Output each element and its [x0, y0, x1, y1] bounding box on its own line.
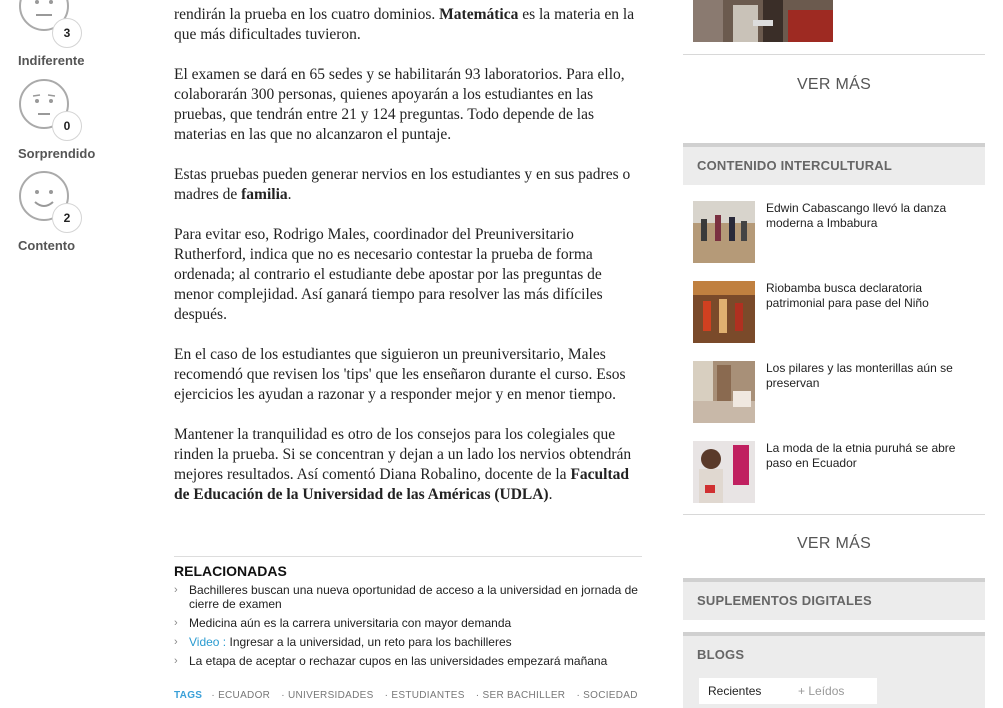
tag-link[interactable]: · SER BACHILLER	[475, 690, 566, 701]
intercultural-card[interactable]	[693, 281, 983, 343]
related-heading: RELACIONADAS	[174, 563, 287, 579]
tag-link[interactable]: · UNIVERSIDADES	[281, 690, 374, 701]
tags-row	[174, 690, 646, 701]
card-thumbnail[interactable]	[693, 201, 755, 263]
chevron-right-icon: ›	[174, 636, 178, 648]
article-paragraph: Para evitar eso, Rodrigo Males, coordinador del Preuniversitario Rutherford, indica que no es necesario contestar la prueba de forma ordenada; al contrario el estudiante debe apostar por las preguntas de menor complejidad. Así ganará tiempo para resolver las más difíciles después.	[174, 226, 603, 323]
reaction-label: Contento	[18, 238, 76, 253]
chevron-right-icon: ›	[174, 617, 178, 629]
intercultural-header	[683, 143, 985, 185]
article-paragraph: rendirán la prueba en los cuatro dominios. Matemática es la materia en la que más dificultades tuvieron.	[174, 6, 635, 43]
tab-leidos[interactable]: + Leídos	[789, 678, 877, 704]
related-list	[174, 583, 642, 668]
divider	[683, 54, 985, 55]
reaction-label: Sorprendido	[18, 146, 96, 161]
reaction-count: 2	[52, 203, 82, 233]
article-paragraph: Mantener la tranquilidad es otro de los consejos para los colegiales que rinden la prueba. Si se concentran y dejan a un lado los nervios obtendrán mejores resultados. Así comentó Diana Robalino, docente de la Facultad de Educación de la Universidad de las Américas (UDLA).	[174, 426, 632, 503]
chevron-right-icon: ›	[174, 584, 178, 596]
section-title: CONTENIDO INTERCULTURAL	[697, 158, 893, 173]
card-thumbnail[interactable]	[693, 361, 755, 423]
divider	[683, 514, 985, 515]
tags-label: TAGS	[174, 690, 203, 701]
chevron-right-icon: ›	[174, 655, 178, 667]
reaction-sorprendido[interactable]	[18, 78, 128, 168]
intercultural-card[interactable]	[693, 441, 983, 503]
reaction-label: Indiferente	[18, 53, 85, 68]
card-thumbnail[interactable]	[693, 441, 755, 503]
blog-tabs	[699, 678, 879, 704]
related-section	[174, 556, 642, 673]
section-title: BLOGS	[697, 647, 745, 662]
video-label: Video :	[189, 635, 230, 649]
card-title[interactable]: Los pilares y las monterillas aún se preservan	[766, 361, 953, 390]
related-item[interactable]: › Medicina aún es la carrera universitaria con mayor demanda	[174, 616, 512, 630]
tag-link[interactable]: · ECUADOR	[211, 690, 271, 701]
related-item[interactable]: › Video : Ingresar a la universidad, un reto para los bachilleres	[174, 635, 512, 649]
reaction-count: 0	[52, 111, 82, 141]
article-link[interactable]: Facultad de Educación de la Universidad de las Américas (UDLA)	[174, 466, 630, 503]
section-title: SUPLEMENTOS DIGITALES	[697, 593, 872, 608]
reaction-contento[interactable]	[18, 170, 128, 260]
article-paragraph: Estas pruebas pueden generar nervios en los estudiantes y en sus padres o madres de familia.	[174, 166, 631, 203]
article-paragraph: El examen se dará en 65 sedes y se habilitarán 93 laboratorios. Para ello, colaborarán 300 personas, quienes apoyarán a los estudiantes en las pruebas, que tendrán entre 21 y 124 preguntas. Todo depende de las materias en las que no alcanzaron el puntaje.	[174, 66, 625, 143]
reaction-count: 3	[52, 18, 82, 48]
tag-link[interactable]: · SOCIEDAD	[576, 690, 638, 701]
blogs-header	[683, 632, 985, 708]
card-title[interactable]: Edwin Cabascango llevó la danza moderna a Imbabura	[766, 201, 947, 230]
card-title[interactable]: La moda de la etnia puruhá se abre paso en Ecuador	[766, 441, 956, 470]
related-item[interactable]: › La etapa de aceptar o rechazar cupos en las universidades empezará mañana	[174, 654, 608, 668]
article-body	[174, 0, 642, 525]
ver-mas-button[interactable]: VER MÁS	[796, 76, 872, 93]
tab-recientes[interactable]: Recientes	[699, 678, 789, 704]
tag-link[interactable]: · ESTUDIANTES	[384, 690, 465, 701]
suplementos-header[interactable]	[683, 578, 985, 620]
ver-mas-button[interactable]: VER MÁS	[796, 535, 872, 552]
intercultural-card[interactable]	[693, 201, 983, 263]
featured-image[interactable]	[693, 0, 833, 42]
reaction-indiferente[interactable]	[18, 0, 128, 70]
card-title[interactable]: Riobamba busca declaratoria patrimonial para pase del Niño	[766, 281, 929, 310]
card-thumbnail[interactable]	[693, 281, 755, 343]
intercultural-card[interactable]	[693, 361, 983, 423]
article-paragraph: En el caso de los estudiantes que siguieron un preuniversitario, Males recomendó que revisen los 'tips' que les enseñaron durante el curso. Esos ejercicios les ayudan a razonar y a responder mejor y en menor tiempo.	[174, 346, 626, 403]
related-item[interactable]: › Bachilleres buscan una nueva oportunidad de acceso a la universidad en jornada de cierre de examen	[174, 583, 638, 611]
